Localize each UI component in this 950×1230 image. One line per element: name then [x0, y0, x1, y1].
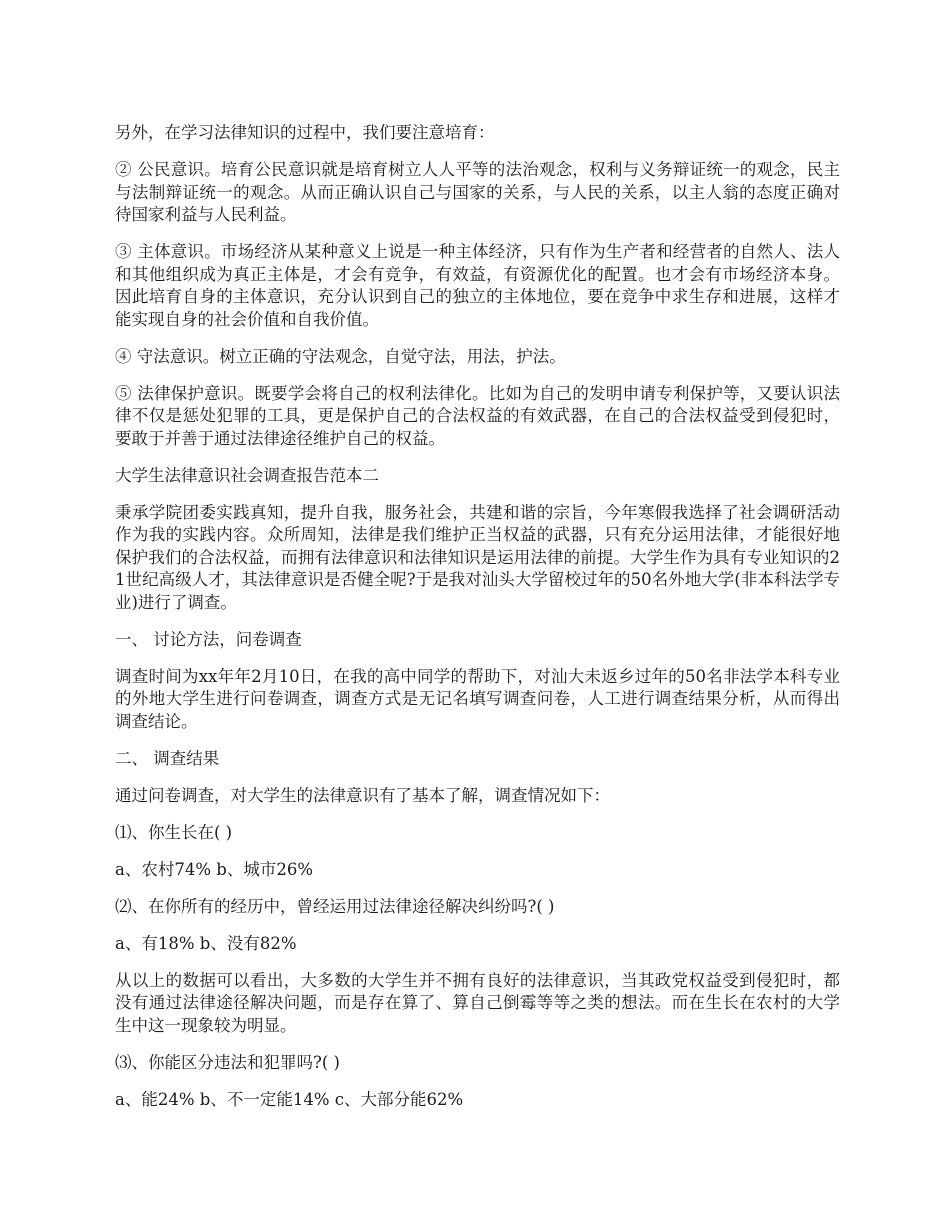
- question-1: ⑴、你生长在( ): [115, 822, 233, 842]
- answer-3: a、能24% b、不一定能14% c、大部分能62%: [115, 1089, 464, 1109]
- paragraph-analysis: 从以上的数据可以看出，大多数的大学生并不拥有良好的法律意识，当其政党权益受到侵犯时，都没有通过法律途径解决问题，而是存在算了、算自己倒霉等等之类的想法。而在生长在农村的大学生中这一现象较为明显。: [115, 970, 840, 1035]
- paragraph-intro: 另外，在学习法律知识的过程中，我们要注意培育：: [115, 123, 495, 142]
- question-3: ⑶、你能区分违法和犯罪吗?( ): [115, 1052, 340, 1072]
- heading-results: 二、 调查结果: [115, 748, 220, 768]
- question-2: ⑵、在你所有的经历中，曾经运用过法律途径解决纠纷吗?( ): [115, 896, 555, 916]
- paragraph-method-detail: 调查时间为xx年年2月10日，在我的高中同学的帮助下，对汕大未返乡过年的50名非法学本科专业的外地大学生进行问卷调查，调查方式是无记名填写调查问卷，人工进行调查结果分析，从而得出调查结论。: [115, 666, 840, 731]
- document-page: [115, 122, 840, 1126]
- answer-2: a、有18% b、没有82%: [115, 933, 297, 953]
- paragraph-law-abiding-awareness: ④ 守法意识。树立正确的守法观念，自觉守法，用法，护法。: [115, 346, 566, 366]
- paragraph-subject-awareness: ③ 主体意识。市场经济从某种意义上说是一种主体经济，只有作为生产者和经营者的自然人、法人和其他组织成为真正主体是，才会有竞争，有效益，有资源优化的配置。也才会有市场经济本身。因此培育自身的主体意识，充分认识到自己的独立的主体地位，要在竞争中求生存和进展，这样才能实现自身的社会价值和自我价值。: [115, 242, 840, 329]
- paragraph-legal-protection-awareness: ⑤ 法律保护意识。既要学会将自己的权利法律化。比如为自己的发明申请专利保护等，又要认识法律不仅是惩处犯罪的工具，更是保护自己的合法权益的有效武器，在自己的合法权益受到侵犯时，要敢于并善于通过法律途径维护自己的权益。: [115, 383, 840, 448]
- paragraph-survey-background: 秉承学院团委实践真知，提升自我，服务社会，共建和谐的宗旨，今年寒假我选择了社会调研活动作为我的实践内容。众所周知，法律是我们维护正当权益的武器，只有充分运用法律，才能很好地保护我们的合法权益，而拥有法律意识和法律知识是运用法律的前提。大学生作为具有专业知识的21世纪高级人才，其法律意识是否健全呢?于是我对汕头大学留校过年的50名外地大学(非本科法学专业)进行了调查。: [115, 502, 840, 612]
- paragraph-results-intro: 通过问卷调查，对大学生的法律意识有了基本了解，调查情况如下：: [115, 785, 610, 805]
- answer-1: a、农村74% b、城市26%: [115, 859, 313, 879]
- heading-method: 一、 讨论方法，问卷调查: [115, 629, 302, 649]
- paragraph-citizen-awareness: ② 公民意识。培育公民意识就是培育树立人人平等的法治观念，权利与义务辩证统一的观念，民主与法制辩证统一的观念。从而正确认识自己与国家的关系，与人民的关系，以主人翁的态度正确对待国家利益与人民利益。: [115, 160, 840, 224]
- section-title-sample-two: 大学生法律意识社会调查报告范本二: [115, 465, 379, 485]
